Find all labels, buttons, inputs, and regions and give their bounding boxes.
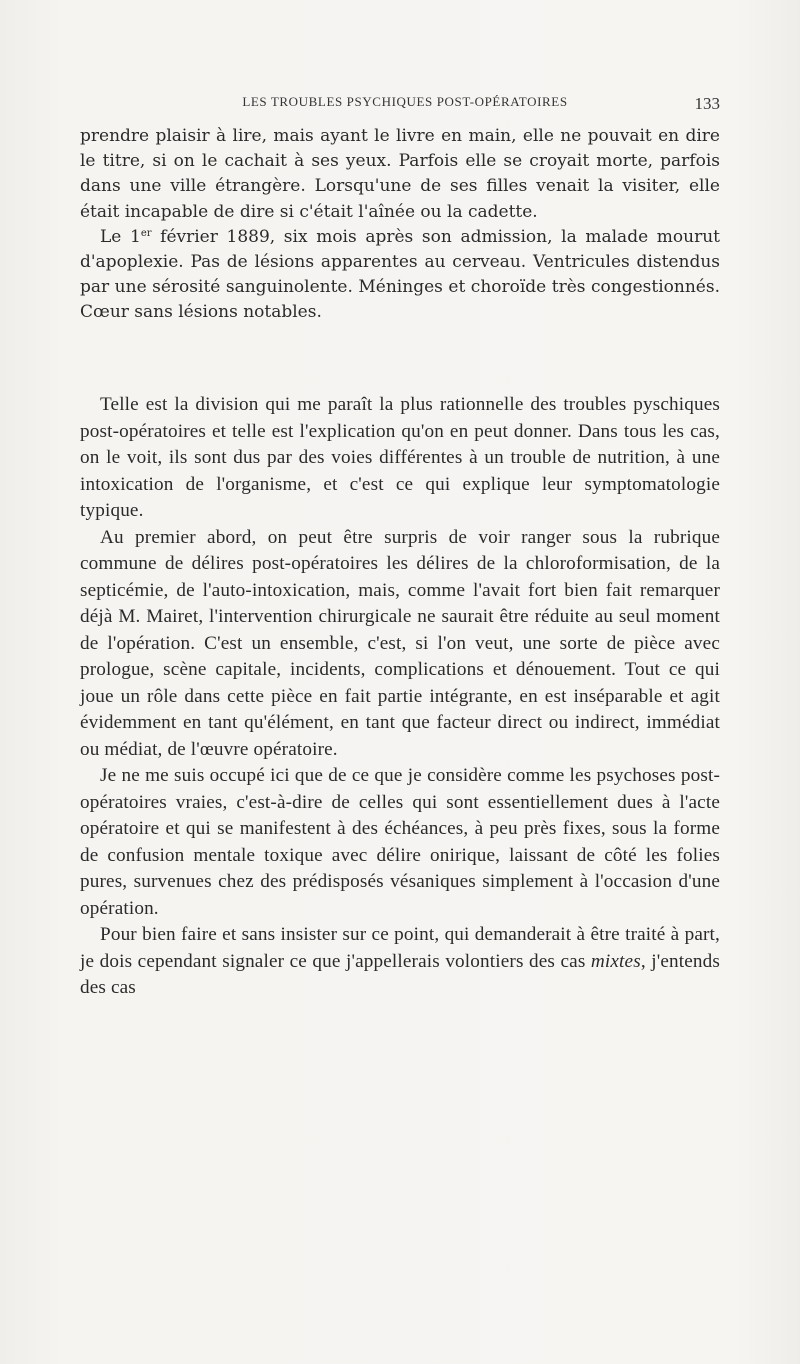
case-paragraph: prendre plaisir à lire, mais ayant le livre en main, elle ne pouvait en dire le titre, si on le cachait à ses yeux. Parfois elle se croyait morte, parfois dans une ville étrangère. Lorsqu'une de ses filles venait la visiter, elle était incapable de dire si c'était l'aînée ou la cadette. [80,126,720,222]
paragraph-cas-mixtes [80,922,720,1002]
emphasis-mixtes: mixtes [590,950,641,972]
case-report-text [80,124,720,326]
page-number: 133 [694,94,720,113]
death-note-start: Le 1 [100,226,141,247]
paragraph-premier-abord: Au premier abord, on peut être surpris de voir ranger sous la rubrique commune de délires post-opératoires les délires de la chloroformisation, de la septicémie, de l'auto-intoxication, mais, comme l'avait fort bien fait remarquer déjà M. Mairet, l'intervention chirurgicale ne saurait être réduite au seul moment de l'opération. C'est un ensemble, c'est, si l'on veut, une sorte de pièce avec prologue, scène capitale, incidents, complications et dénouement. Tout ce qui joue un rôle dans cette pièce en fait partie intégrante, en est inséparable et agit évidemment en tant qu'élément, en tant que facteur direct ou indirect, immédiat ou médiat, de l'œuvre opératoire. [80,526,720,760]
running-title: LES TROUBLES PSYCHIQUES POST-OPÉRATOIRES [242,94,568,109]
running-head [80,94,720,116]
ordinal-superscript: er [140,227,152,239]
death-note-rest: février 1889, six mois après son admission, la malade mourut d'apoplexie. Pas de lésions apparentes au cerveau. Ventricules distendus par une sérosité sanguinolente. Méninges et choroïde très congestionnés. Cœur sans lésions notables. [80,226,720,323]
paragraph-division: Telle est la division qui me paraît la plus rationnelle des troubles pyschiques post-opératoires et telle est l'explication qu'on en peut donner. Dans tous les cas, on le voit, ils sont dus par des voies différentes à un trouble de nutrition, à une intoxication de l'organisme, et c'est ce qui explique leur symptomatologie typique. [80,394,720,521]
paragraph-cas-mixtes-start: Pour bien faire et sans insister sur ce point, qui demanderait à être traité à part, je dois cependant signaler ce que j'appellerais volontiers des cas [80,924,720,972]
main-text [80,392,720,1002]
paragraph-cas-mixtes-end: , j'entends des cas [80,950,720,998]
paragraph-psychoses-vraies: Je ne me suis occupé ici que de ce que je considère comme les psychoses post-opératoires vraies, c'est-à-dire de celles qui sont essentiellement dues à l'acte opératoire et qui se manifestent à des échéances, à peu près fixes, sous la forme de confusion mentale toxique avec délire onirique, laissant de côté les folies pures, survenues chez des prédisposés vésaniques simplement à l'occasion d'une opération. [80,765,720,919]
death-note-paragraph [80,225,720,326]
